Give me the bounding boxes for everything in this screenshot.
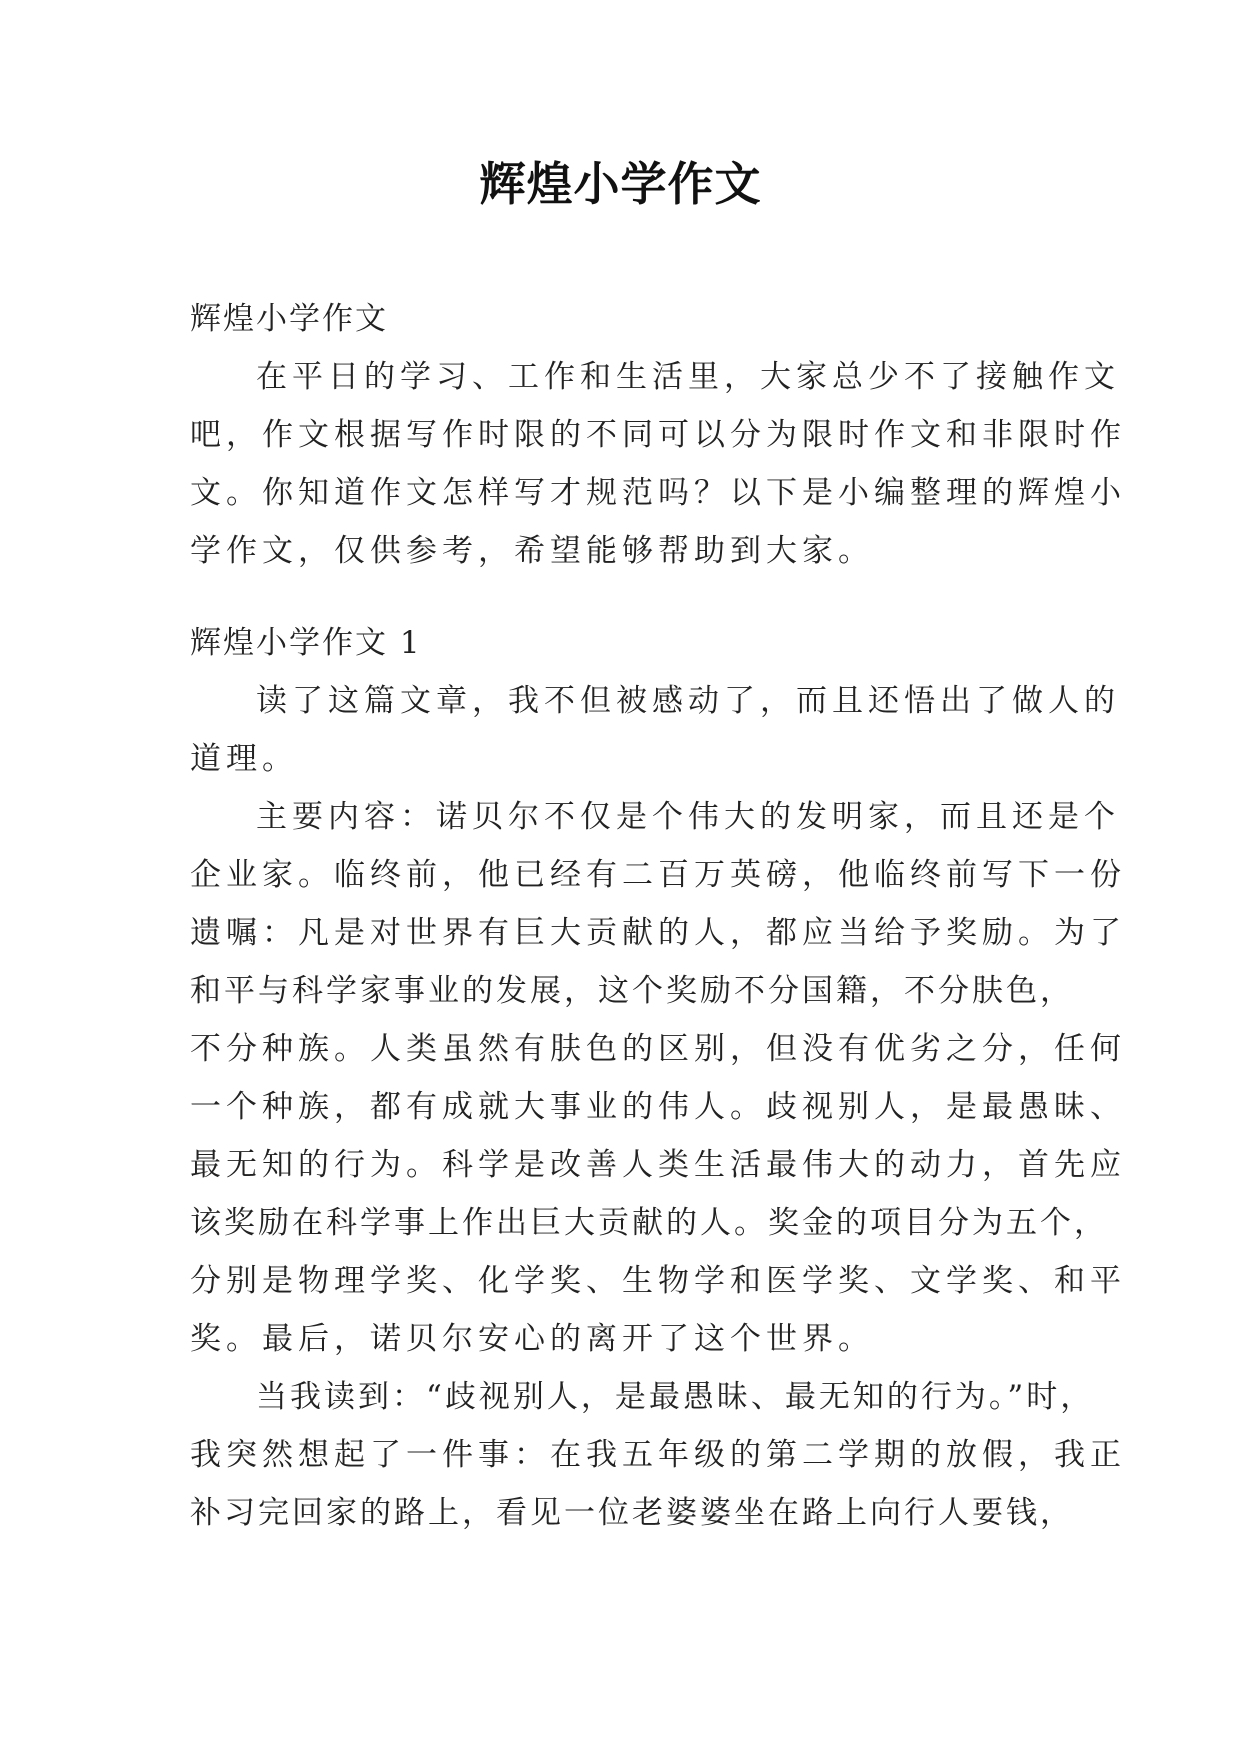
essay1-heading: 辉煌小学作文 1 xyxy=(190,625,422,661)
intro-line: 在平日的学习、工作和生活里，大家总少不了接触作文 xyxy=(256,359,1120,395)
intro-line: 学作文，仅供参考，希望能够帮助到大家。 xyxy=(190,533,874,569)
essay1-line: 奖。最后，诺贝尔安心的离开了这个世界。 xyxy=(190,1321,874,1357)
intro-line: 吧，作文根据写作时限的不同可以分为限时作文和非限时作 xyxy=(190,417,1126,453)
essay1-line: 补习完回家的路上，看见一位老婆婆坐在路上向行人要钱， xyxy=(190,1495,1074,1531)
essay1-line: 主要内容：诺贝尔不仅是个伟大的发明家，而且还是个 xyxy=(256,799,1120,835)
essay1-line: 该奖励在科学事上作出巨大贡献的人。奖金的项目分为五个， xyxy=(190,1205,1108,1241)
essay1-line: 最无知的行为。科学是改善人类生活最伟大的动力，首先应 xyxy=(190,1147,1126,1183)
essay1-line: 我突然想起了一件事：在我五年级的第二学期的放假，我正 xyxy=(190,1437,1126,1473)
document-body xyxy=(190,290,1126,1542)
essay1-line: 一个种族，都有成就大事业的伟人。歧视别人，是最愚昧、 xyxy=(190,1089,1126,1125)
essay1-paragraph-3 xyxy=(190,1368,1126,1542)
essay1-line: 遗嘱：凡是对世界有巨大贡献的人，都应当给予奖励。为了 xyxy=(190,915,1126,951)
intro-heading: 辉煌小学作文 xyxy=(190,301,388,337)
intro-paragraph xyxy=(190,348,1126,580)
essay1-line: 不分种族。人类虽然有肤色的区别，但没有优劣之分，任何 xyxy=(190,1031,1126,1067)
essay1-line: 分别是物理学奖、化学奖、生物学和医学奖、文学奖、和平 xyxy=(190,1263,1126,1299)
essay1-line: 企业家。临终前，他已经有二百万英磅，他临终前写下一份 xyxy=(190,857,1126,893)
section-gap xyxy=(190,580,1050,614)
essay1-paragraph-1 xyxy=(190,672,1120,788)
essay1-line: 读了这篇文章，我不但被感动了，而且还悟出了做人的 xyxy=(256,683,1120,719)
intro-line: 文。你知道作文怎样写才规范吗？以下是小编整理的辉煌小 xyxy=(190,475,1126,511)
essay1-line: 当我读到：“歧视别人，是最愚昧、最无知的行为。”时， xyxy=(256,1379,1095,1415)
essay1-line: 和平与科学家事业的发展，这个奖励不分国籍，不分肤色， xyxy=(190,973,1074,1009)
essay1-line: 道理。 xyxy=(190,741,298,777)
essay1-paragraph-2 xyxy=(190,788,1126,1368)
document-title: 辉煌小学作文 xyxy=(479,157,762,211)
